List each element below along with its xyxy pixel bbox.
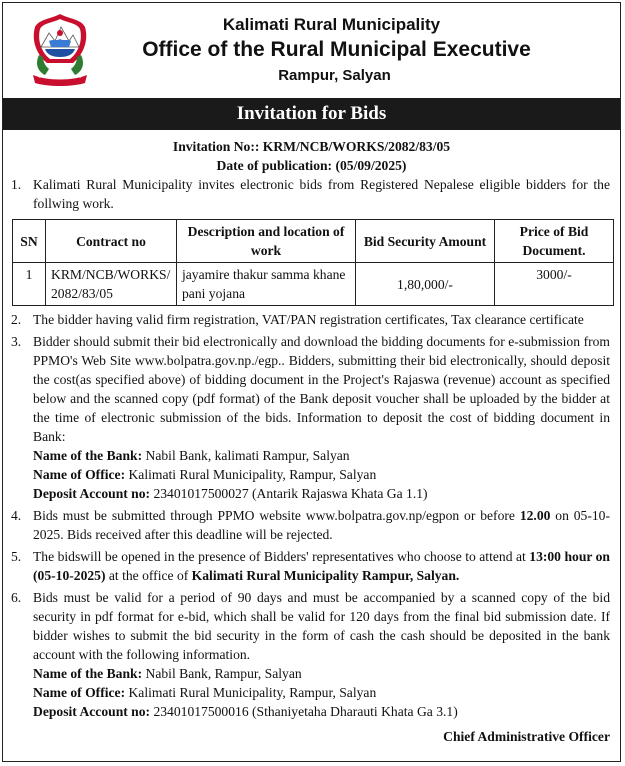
opening-place: Kalimati Rural Municipality Rampur, Salyan. [191, 568, 460, 583]
office-name-label: Name of Office: [33, 467, 126, 482]
item-body [33, 547, 610, 585]
deposit-account-line [33, 484, 610, 503]
deposit-account-label: Deposit Account no: [33, 486, 151, 501]
deposit-account-value: 23401017500016 (Sthaniyetaha Dharauti Khata Ga 3.1) [150, 704, 458, 719]
office-name-line [33, 683, 610, 702]
item-number: 1. [11, 177, 22, 192]
office-location: Rampur, Salyan [278, 67, 391, 84]
office-name-value: Kalimati Rural Municipality, Rampur, Salyan [125, 467, 377, 482]
bids-table [12, 219, 614, 306]
bank-name-label: Name of the Bank: [33, 448, 143, 463]
table-row [13, 263, 614, 306]
item-text: on 05-10-2025. Bids received after this deadline will be rejected. [33, 508, 611, 542]
office-name-value: Kalimati Rural Municipality, Rampur, Salyan [125, 685, 377, 700]
list-item [3, 588, 620, 721]
cell-description: jayamire thakur samma khane pani yojana [177, 263, 356, 306]
letterhead [3, 14, 620, 86]
office-name-line [33, 465, 610, 484]
cell-document-price: 3000/- [495, 263, 614, 306]
item-body [33, 332, 610, 503]
opening-time: 13:00 hour on (05-10-2025) [33, 549, 610, 583]
list-item [3, 547, 620, 585]
item-text: Kalimati Rural Municipality invites electronic bids from Registered Nepalese eligible bidders for the follwing work. [33, 177, 610, 211]
col-header-contract: Contract no [46, 220, 177, 263]
item-text: Bids must be valid for a period of 90 days and must be accompanied by a scanned copy of the bid security in pdf format for e-bid, which shall be valid for 120 days from the final bid submission date. If bidder wishes to submit the bid security in the form of cash the cash should be deposited in the bank account with the following information. [33, 590, 610, 662]
bank-name-line [33, 446, 610, 465]
item-number: 6. [11, 590, 22, 605]
item-text: The bidder having valid firm registration, VAT/PAN registration certificates, Tax clearance certificate [33, 312, 584, 327]
item-text: Bidder should submit their bid electronically and download the bidding documents for e-submission from PPMO's Web Site www.bolpatra.gov.np./egp.. Bidders, submitting their bid electronically, should deposit the cost(as specified above) of bidding document in the Project's Rajaswa (revenue) account as specified below and the scanned copy (pdf format) of the Bank deposit voucher shall be uploaded by the bidder at the time of electronic submission of the bids. Information to deposit the cost of bidding document in Bank: [33, 334, 610, 444]
office-name: Office of the Rural Municipal Executive [142, 38, 531, 61]
col-header-document-price: Price of Bid Document. [495, 220, 614, 263]
item-body [33, 588, 610, 721]
bank-name-value: Nabil Bank, kalimati Rampur, Salyan [142, 448, 350, 463]
signature: Chief Administrative Officer [443, 729, 610, 744]
item-text: The bidswill be opened in the presence of Bidders' representatives who choose to attend at [33, 549, 530, 564]
cell-sn: 1 [13, 263, 46, 306]
item-number: 5. [11, 549, 22, 564]
item-text: Bids must be submitted through PPMO website www.bolpatra.gov.np/egpon or before [33, 508, 520, 523]
submission-time: 12.00 [519, 508, 551, 523]
item-text: at the office of [105, 568, 192, 583]
list-item [3, 506, 620, 544]
deposit-account-label: Deposit Account no: [33, 704, 151, 719]
cell-bid-security: 1,80,000/- [356, 263, 495, 306]
notice-frame [2, 2, 621, 762]
col-header-sn: SN [13, 220, 46, 263]
notice-body [3, 137, 620, 746]
table-header-row [13, 220, 614, 263]
office-name-label: Name of Office: [33, 685, 126, 700]
item-number: 3. [11, 334, 22, 349]
item-body [33, 506, 610, 544]
list-item [3, 175, 620, 213]
banner-title: Invitation for Bids [3, 98, 620, 130]
col-header-bid-security: Bid Security Amount [356, 220, 495, 263]
item-number: 4. [11, 508, 22, 523]
deposit-account-line [33, 702, 610, 721]
deposit-account-value: 23401017500027 (Antarik Rajaswa Khata Ga 1.1) [150, 486, 428, 501]
col-header-description: Description and location of work [177, 220, 356, 263]
bank-name-value: Nabil Bank, Rampur, Salyan [142, 666, 302, 681]
publication-date: Date of publication: (05/09/2025) [216, 158, 407, 173]
cell-contract: KRM/NCB/WORKS/ 2082/83/05 [46, 263, 177, 306]
list-item [3, 310, 620, 329]
invitation-number: Invitation No:: KRM/NCB/WORKS/2082/83/05 [172, 139, 451, 154]
list-item [3, 332, 620, 503]
item-number: 2. [11, 312, 22, 327]
bank-name-line [33, 664, 610, 683]
bank-name-label: Name of the Bank: [33, 666, 143, 681]
municipality-name: Kalimati Rural Municipality [222, 15, 441, 34]
